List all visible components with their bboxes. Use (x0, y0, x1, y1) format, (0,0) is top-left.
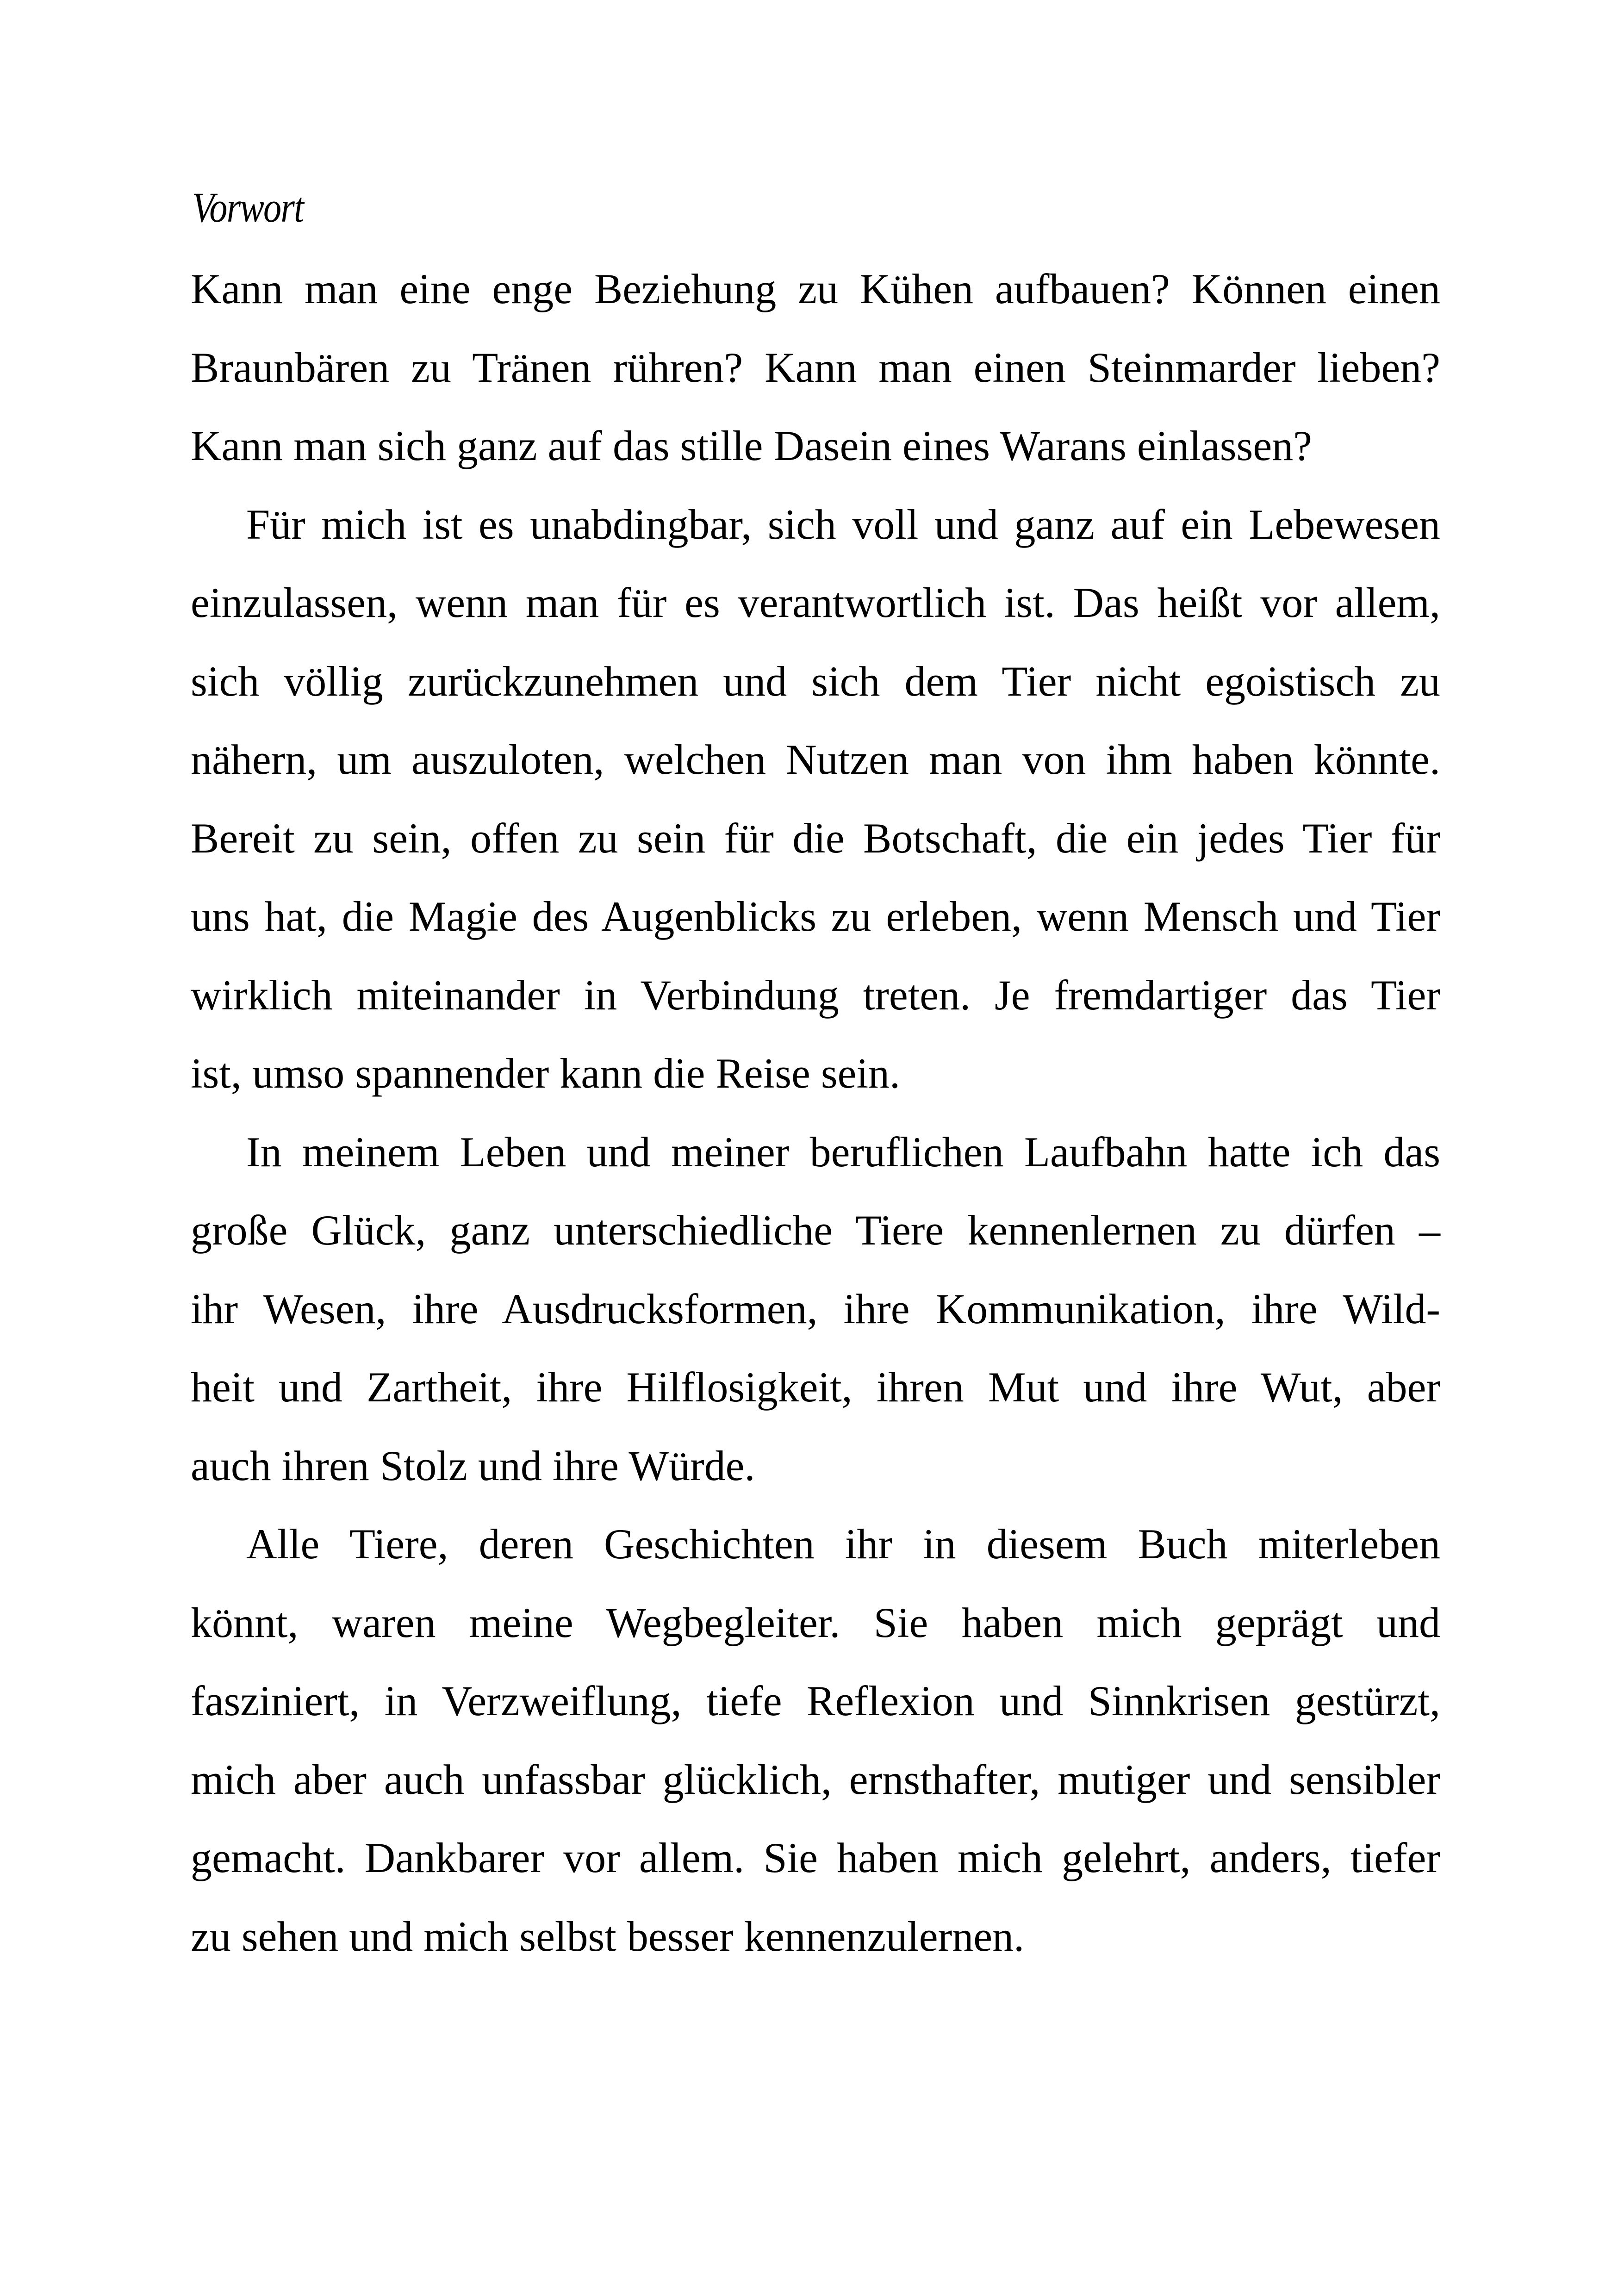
text-line: ist, umso spannender kann die Reise sein. (191, 1050, 901, 1097)
text-line: Kann man sich ganz auf das stille Dasein eines Warans einlassen? (191, 422, 1312, 469)
paragraph (191, 485, 1440, 1113)
text-line: Alle Tiere, deren Geschichten ihr in diesem Buch miterleben (246, 1520, 1440, 1568)
paragraph (191, 1505, 1440, 1976)
body-text (191, 250, 1440, 1976)
text-line: große Glück, ganz unterschiedliche Tiere kennenlernen zu dürfen – (191, 1207, 1440, 1254)
text-line: ihr Wesen, ihre Ausdrucksformen, ihre Kommunikation, ihre Wild- (191, 1285, 1440, 1332)
text-line: heit und Zartheit, ihre Hilflosigkeit, ihren Mut und ihre Wut, aber (191, 1363, 1440, 1411)
text-line: uns hat, die Magie des Augenblicks zu erleben, wenn Mensch und Tier (191, 893, 1440, 940)
paragraph (191, 1113, 1440, 1506)
section-heading: Vorwort (192, 184, 304, 231)
text-line: Kann man eine enge Beziehung zu Kühen aufbauen? Können einen (191, 265, 1440, 312)
text-line: Bereit zu sein, offen zu sein für die Botschaft, die ein jedes Tier für (191, 814, 1440, 862)
text-line: einzulassen, wenn man für es verantwortlich ist. Das heißt vor allem, (191, 579, 1440, 626)
text-line: wirklich miteinander in Verbindung treten. Je fremdartiger das Tier (191, 971, 1440, 1019)
text-line: gemacht. Dankbarer vor allem. Sie haben mich gelehrt, anders, tiefer (191, 1834, 1440, 1881)
text-line: In meinem Leben und meiner beruflichen Laufbahn hatte ich das (246, 1128, 1440, 1176)
text-line: sich völlig zurückzunehmen und sich dem Tier nicht egoistisch zu (191, 657, 1440, 705)
text-line: nähern, um auszuloten, welchen Nutzen man von ihm haben könnte. (191, 736, 1440, 783)
text-line: Braunbären zu Tränen rühren? Kann man einen Steinmarder lieben? (191, 343, 1440, 391)
text-line: fasziniert, in Verzweiflung, tiefe Reflexion und Sinnkrisen gestürzt, (191, 1677, 1440, 1724)
text-line: mich aber auch unfassbar glücklich, ernsthafter, mutiger und sensibler (191, 1755, 1440, 1803)
text-line: könnt, waren meine Wegbegleiter. Sie haben mich geprägt und (191, 1599, 1440, 1646)
text-line: zu sehen und mich selbst besser kennenzulernen. (191, 1912, 1025, 1960)
text-line: auch ihren Stolz und ihre Würde. (191, 1442, 755, 1489)
paragraph (191, 250, 1440, 485)
text-line: Für mich ist es unabdingbar, sich voll und ganz auf ein Lebewesen (246, 500, 1440, 548)
